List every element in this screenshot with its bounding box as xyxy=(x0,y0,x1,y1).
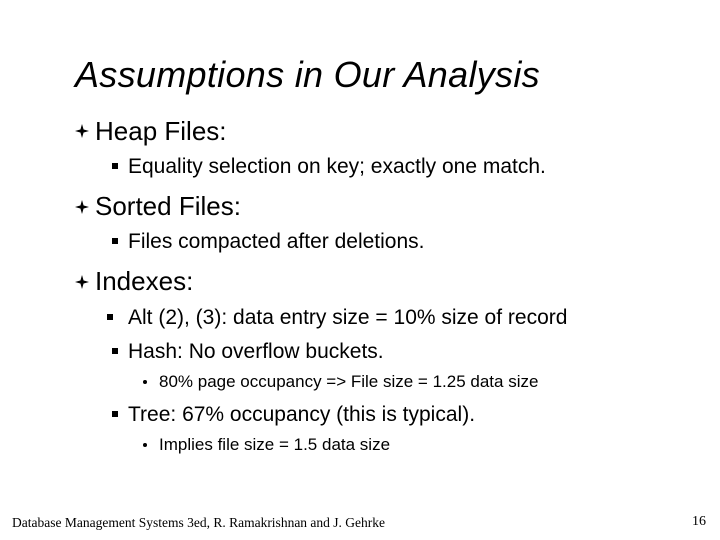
slide-title: Assumptions in Our Analysis xyxy=(75,54,540,95)
square-bullet-icon xyxy=(112,238,118,244)
page-number: 16 xyxy=(692,514,706,529)
bullet-page-occupancy: 80% page occupancy => File size = 1.25 data size xyxy=(159,372,539,391)
bullet-implies-file-size: Implies file size = 1.5 data size xyxy=(159,435,391,454)
bullet-indexes: Indexes: xyxy=(95,266,194,296)
bullet-tree: Tree: 67% occupancy (this is typical). xyxy=(128,403,476,426)
bullet-alt-2-3: Alt (2), (3): data entry size = 10% size of record xyxy=(128,306,568,329)
square-bullet-icon xyxy=(112,348,118,354)
bullet-heap-files: Heap Files: xyxy=(95,116,227,146)
square-bullet-icon xyxy=(112,163,118,169)
bullet-sorted-files: Sorted Files: xyxy=(95,191,241,221)
square-bullet-icon xyxy=(112,411,118,417)
bullet-equality-selection: Equality selection on key; exactly one match. xyxy=(128,155,546,178)
bullet-hash: Hash: No overflow buckets. xyxy=(128,340,384,363)
diamond-bullet-icon xyxy=(75,124,89,138)
bullet-files-compacted: Files compacted after deletions. xyxy=(128,230,425,253)
square-bullet-icon xyxy=(107,314,113,320)
diamond-bullet-icon xyxy=(75,200,89,214)
diamond-bullet-icon xyxy=(75,275,89,289)
dot-bullet-icon xyxy=(143,443,147,447)
footer-citation: Database Management Systems 3ed, R. Ramakrishnan and J. Gehrke xyxy=(12,515,386,530)
dot-bullet-icon xyxy=(143,380,147,384)
